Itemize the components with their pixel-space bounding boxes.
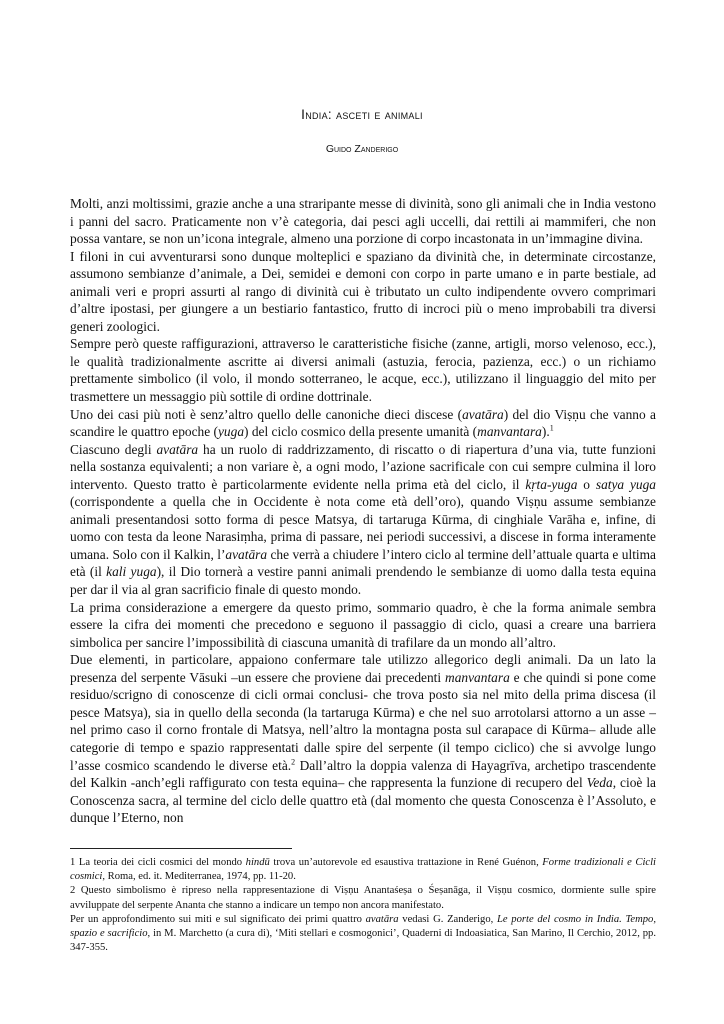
footnote-2-continued [70,913,656,956]
italic-text: manvantara [445,669,510,685]
text-run: ). [541,424,550,440]
text-run: Dall’altro la doppia valenza di Hayagrīva, archetipo trascendente del Kalkin -anch’egli raffigurato con testa equina– che rappresenta la funzione di recupero del [70,757,656,791]
italic-text: hindū [245,857,270,868]
text-run: Uno dei casi più noti è senz’altro quello delle canoniche dieci discese ( [70,406,463,422]
article-author: Guido Zanderigo [325,143,399,155]
text-run: La prima considerazione a emergere da questo primo, sommario quadro, è che la forma animale sembra essere la cifra dei momenti che precedono e seguono il passaggio di ciclo, quasi a creare una barriera simbolica per sancire l’impossibilità di ciascuna umanità di trafilare da un mondo all’altro. [70,599,656,650]
paragraph [70,651,656,826]
italic-text: avatāra [365,913,399,925]
italic-text: Forme tradizionali e Cicli cosmici [70,857,657,883]
text-run: ), il Dio tornerà a vestire panni animali prendendo le sembianze di uomo dalla testa equina per dar il via al gran sacrificio finale di questo mondo. [70,564,657,598]
text-run: (corrispondente a quella che in Occidente è nota come età dell’oro), quando Viṣṇu assume sembianze animali presentandosi sotto forma di pesce Matsya, di tartaruga Kūrma, di cinghiale Varāha e, infine, di uomo con testa da leone Narasiṃha, prima di passare, nei periodi successivi, a discese in forma interamente umana. Solo con il Kalkin, l’ [70,494,656,562]
paragraph [70,335,656,405]
text-run: e che quindi si pone come residuo/scrigno di conoscenze di cicli ormai conclusi- che trova posto sia nel mito della prima discesa (il pesce Matsya), sia in quello della seconda (la tartaruga Kūrma) e che nel suo arrotolarsi attorno a un asse –nel primo caso il corno frontale di Matsya, nell’altro la montagna posta sul carapace di Kūrma– allude alle categorie di tempo e spazio rappresentati dalle spire del serpente (il tempo ciclico) che si avvolge lungo l’asse cosmico scandendo le diverse età. [70,669,656,773]
footnote-ref: 1 [549,423,554,433]
italic-text: kṛta-yuga [525,476,578,492]
footnote-1 [70,856,656,884]
text-run: ha un ruolo di raddrizzamento, di riscatto o di riapertura d’una via, tutte funzioni nella sostanza equivalenti; a non variare è, a ogni modo, l’azione sacrificale con cui sempre culmina il loro intervento. Questo tratto è particolarmente evidente nella prima età del ciclo, il [70,441,656,492]
text-run: , Roma, ed. it. Mediterranea, 1974, pp. 11-20. [102,871,296,883]
text-run: Molti, anzi moltissimi, grazie anche a una straripante messe di divinità, sono gli animali che in India vestono i panni del sacro. Praticamente non v’è categoria, dai pesci agli uccelli, dai rettili ai mammiferi, che non possa vantare, se non un’icona integrale, almeno una porzione di corpo incastonata in un’immagine divina. [70,196,656,247]
text-run: ) del dio Viṣṇu che vanno a scandire le quattro epoche ( [70,406,656,440]
italic-text: kali yuga [106,564,157,580]
footnote-ref: 2 [291,757,296,767]
footnotes [70,856,656,955]
text-run: , in M. Marchetto (a cura di), ‘Miti stellari e cosmogonici’, Quaderni di Indoasiatica, San Marino, Il Cerchio, 2012, pp. 347-355. [70,928,656,954]
text-run: o [577,476,596,492]
paragraph [70,406,656,441]
article-title: India: asceti e animali [301,107,423,122]
paragraph [70,599,656,652]
footnote-2 [70,884,656,912]
text-run: Ciascuno degli [70,441,157,457]
italic-text: yuga [217,424,245,440]
text-run: vedasi G. Zanderigo, [398,913,497,925]
italic-text: avatāra [225,546,268,562]
footnote-divider [70,848,292,849]
paragraph [70,441,656,599]
text-run: , cioè la Conoscenza sacra, al termine del ciclo delle quattro età (dal momento che questa Conoscenza è l’Assoluto, e dunque l’Eterno, non [70,775,656,826]
text-run: Sempre però queste raffigurazioni, attraverso le caratteristiche fisiche (zanne, artigli, morso velenoso, ecc.), le qualità tradizionalmente ascritte ai diversi animali (astuzia, ferocia, pazienza, ecc.) o un richiamo prettamente simbolico (il volo, il mondo sotterraneo, le acque, ecc.), utilizzano il linguaggio del mito per trasmettere un messaggio più sottile di ordine dottrinale. [70,336,656,405]
text-run: Per un approfondimento sui miti e sul significato dei primi quattro [70,913,366,925]
text-run: 1 La teoria dei cicli cosmici del mondo [70,857,246,868]
text-run: Due elementi, in particolare, appaiono confermare tale utilizzo allegorico degli animali. Da un lato la presenza del serpente Vāsuki –un essere che proviene dai precedenti [70,652,656,685]
text-run: che verrà a chiudere l’intero ciclo al termine dell’attuale quarta e ultima età (il [70,546,656,580]
italic-text: Veda [586,775,613,791]
text-run: trova un’autorevole ed esaustiva trattazione in René Guénon, [269,857,543,868]
article-body [70,195,656,827]
paragraph [70,248,656,336]
paragraph [70,195,656,248]
italic-text: manvantara [477,424,542,440]
italic-text: Le porte del cosmo in India. Tempo, spazio e sacrificio [70,913,657,940]
italic-text: avatāra [462,406,504,422]
italic-text: avatāra [156,441,199,457]
text-run: ) del ciclo cosmico della presente umanità ( [244,424,478,440]
text-run: I filoni in cui avventurarsi sono dunque molteplici e spaziano da divinità che, in determinate circostanze, assumono sembianze d’animale, a Dei, semidei e demoni con corpo in parte umano e in parte bestiale, ad animali veri e propri assurti al rango di divinità cui è tributato un culto indipendente ovvero comprimari d’altre ipostasi, per giungere a un bestiario fantastico, frutto di incroci più o meno improbabili tra diversi generi zoologici. [70,248,656,334]
italic-text: satya yuga [595,476,657,492]
text-run: 2 Questo simbolismo è ripreso nella rappresentazione di Viṣṇu Anantaśeṣa o Śeṣanāga, il Viṣṇu cosmico, dormiente sulle spire avviluppate del serpente Ananta che stanno a indicare un tempo non ancora manifestato. [70,885,656,911]
